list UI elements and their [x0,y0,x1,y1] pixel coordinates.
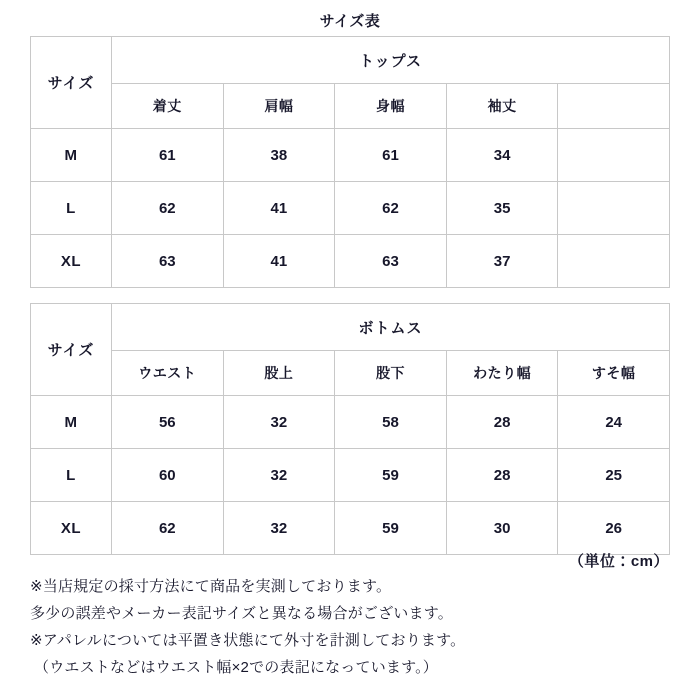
tops-row-size-m: M [31,129,112,182]
table-row [31,502,670,555]
tops-row-size-xl: XL [31,235,112,288]
tops-cell-xl-1: 63 [112,235,224,288]
bottoms-cell-m-2: 32 [223,396,335,449]
tops-cell-xl-3: 63 [335,235,447,288]
table-row [31,129,670,182]
bottoms-row-size-m: M [31,396,112,449]
tops-cell-m-3: 61 [335,129,447,182]
bottoms-row-size-xl: XL [31,502,112,555]
bottoms-cell-l-4: 28 [446,449,558,502]
bottoms-group-header: ボトムス [112,304,670,351]
tops-column-header-4: 袖丈 [446,84,558,129]
footnote-line-4: （ウエストなどはウエスト幅×2での表記になっています。） [34,659,439,676]
bottoms-cell-l-3: 59 [335,449,447,502]
tops-cell-xl-4: 37 [446,235,558,288]
bottoms-cell-l-1: 60 [112,449,224,502]
bottoms-cell-xl-3: 59 [335,502,447,555]
unit-note: （単位：cm） [568,553,669,570]
bottoms-cell-m-4: 28 [446,396,558,449]
bottoms-column-header-5: すそ幅 [558,351,670,396]
bottoms-column-header-3: 股下 [335,351,447,396]
bottoms-row-size-l: L [31,449,112,502]
bottoms-cell-xl-5: 26 [558,502,670,555]
tops-cell-xl-2: 41 [223,235,335,288]
tops-cell-m-4: 34 [446,129,558,182]
bottoms-cell-xl-1: 62 [112,502,224,555]
tops-cell-l-5 [558,182,670,235]
table-header-row-columns [31,351,670,396]
footnote-line-3: ※アパレルについては平置き状態にて外寸を計測しております。 [30,632,466,649]
tops-group-header: トップス [112,37,670,84]
bottoms-cell-l-2: 32 [223,449,335,502]
tops-column-header-1: 着丈 [112,84,224,129]
tops-size-table [30,36,670,288]
bottoms-size-table [30,303,670,555]
tops-cell-m-2: 38 [223,129,335,182]
table-row [31,182,670,235]
table-header-row-columns [31,84,670,129]
table-row [31,235,670,288]
bottoms-size-header: サイズ [31,304,112,396]
tops-cell-l-2: 41 [223,182,335,235]
bottoms-column-header-2: 股上 [223,351,335,396]
tops-cell-xl-5 [558,235,670,288]
table-header-row-group [31,37,670,84]
bottoms-cell-l-5: 25 [558,449,670,502]
tops-cell-m-1: 61 [112,129,224,182]
tops-column-header-5 [558,84,670,129]
page-title: サイズ表 [319,13,381,30]
tops-cell-l-4: 35 [446,182,558,235]
tops-column-header-2: 肩幅 [223,84,335,129]
footnote-line-2: 多少の誤差やメーカー表記サイズと異なる場合がございます。 [30,605,453,622]
tops-cell-m-5 [558,129,670,182]
bottoms-cell-xl-4: 30 [446,502,558,555]
table-row [31,396,670,449]
table-row [31,449,670,502]
bottoms-column-header-4: わたり幅 [446,351,558,396]
bottoms-column-header-1: ウエスト [112,351,224,396]
bottoms-cell-m-1: 56 [112,396,224,449]
tops-size-header: サイズ [31,37,112,129]
bottoms-cell-xl-2: 32 [223,502,335,555]
tops-row-size-l: L [31,182,112,235]
bottoms-cell-m-5: 24 [558,396,670,449]
footnotes [30,573,680,681]
footnote-line-1: ※当店規定の採寸方法にて商品を実測しております。 [30,578,392,595]
table-header-row-group [31,304,670,351]
tops-cell-l-1: 62 [112,182,224,235]
tops-cell-l-3: 62 [335,182,447,235]
bottoms-cell-m-3: 58 [335,396,447,449]
tops-column-header-3: 身幅 [335,84,447,129]
